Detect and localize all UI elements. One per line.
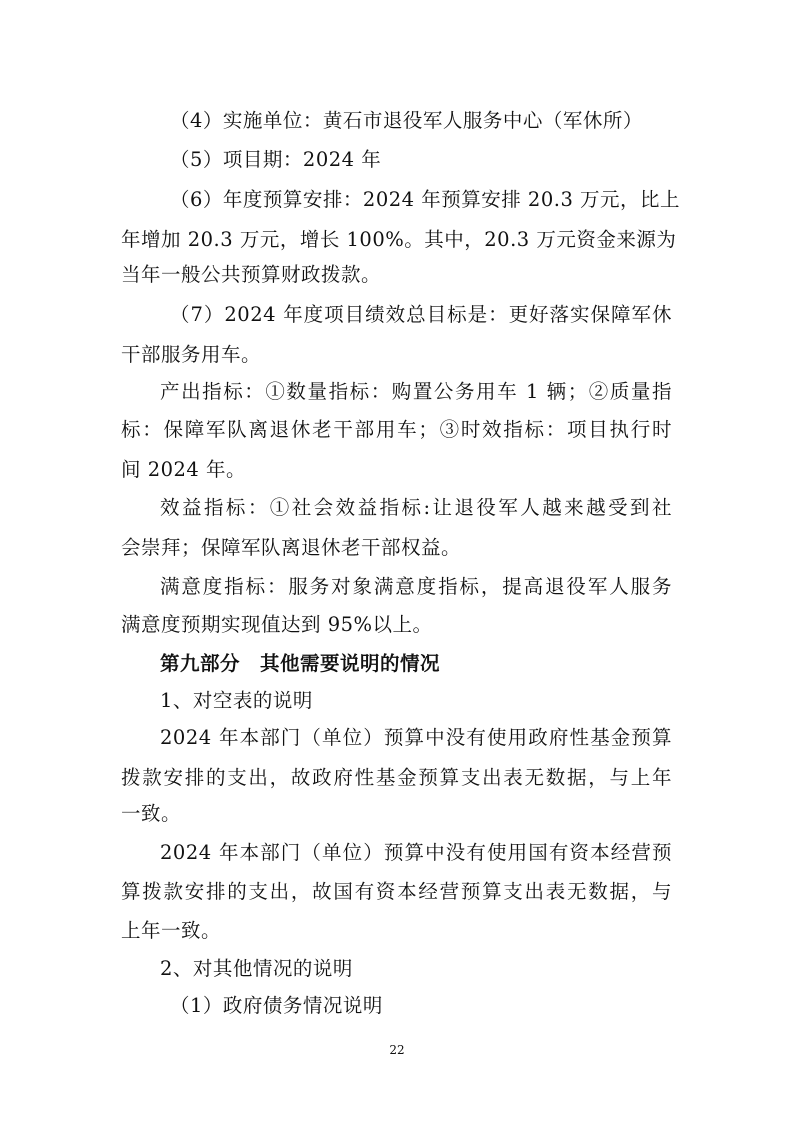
text-line: 年增加 20.3 万元，增长 100%。其中，20.3 万元资金来源为 bbox=[121, 228, 677, 251]
text-line: 2024 年本部门（单位）预算中没有使用国有资本经营预 bbox=[160, 841, 672, 864]
text-line: 间 2024 年。 bbox=[121, 458, 247, 481]
text-line: 2024 年本部门（单位）预算中没有使用政府性基金预算 bbox=[160, 726, 672, 749]
text-line: 会崇拜；保障军队离退休老干部权益。 bbox=[121, 536, 462, 559]
text-line: 1、对空表的说明 bbox=[160, 689, 313, 712]
text-line: （4）实施单位：黄石市退役军人服务中心（军休所） bbox=[170, 109, 643, 132]
text-line: 满意度预期实现值达到 95%以上。 bbox=[121, 613, 433, 636]
text-line: 效益指标：①社会效益指标:让退役军人越来越受到社 bbox=[160, 496, 672, 519]
section-heading: 第九部分 其他需要说明的情况 bbox=[160, 652, 441, 675]
text-line: 拨款安排的支出，故政府性基金预算支出表无数据，与上年 bbox=[121, 766, 672, 789]
text-line: 产出指标：①数量指标：购置公务用车 1 辆；②质量指 bbox=[160, 380, 672, 403]
text-line: （6）年度预算安排：2024 年预算安排 20.3 万元，比上 bbox=[170, 188, 681, 211]
text-line: 算拨款安排的支出，故国有资本经营预算支出表无数据，与 bbox=[121, 880, 672, 903]
text-line: 当年一般公共预算财政拨款。 bbox=[121, 263, 382, 286]
text-line: 干部服务用车。 bbox=[121, 343, 262, 366]
text-line: （5）项目期：2024 年 bbox=[170, 148, 382, 171]
text-line: 上年一致。 bbox=[121, 919, 222, 942]
page-number: 22 bbox=[389, 1043, 405, 1057]
text-line: 满意度指标：服务对象满意度指标，提高退役军人服务 bbox=[160, 575, 672, 598]
text-line: （7）2024 年度项目绩效总目标是：更好落实保障军休 bbox=[170, 303, 672, 326]
text-line: 2、对其他情况的说明 bbox=[160, 957, 353, 980]
text-line: 标：保障军队离退休老干部用车；③时效指标：项目执行时 bbox=[121, 418, 672, 441]
text-line: 一致。 bbox=[121, 802, 182, 825]
text-line: （1）政府债务情况说明 bbox=[170, 994, 383, 1017]
